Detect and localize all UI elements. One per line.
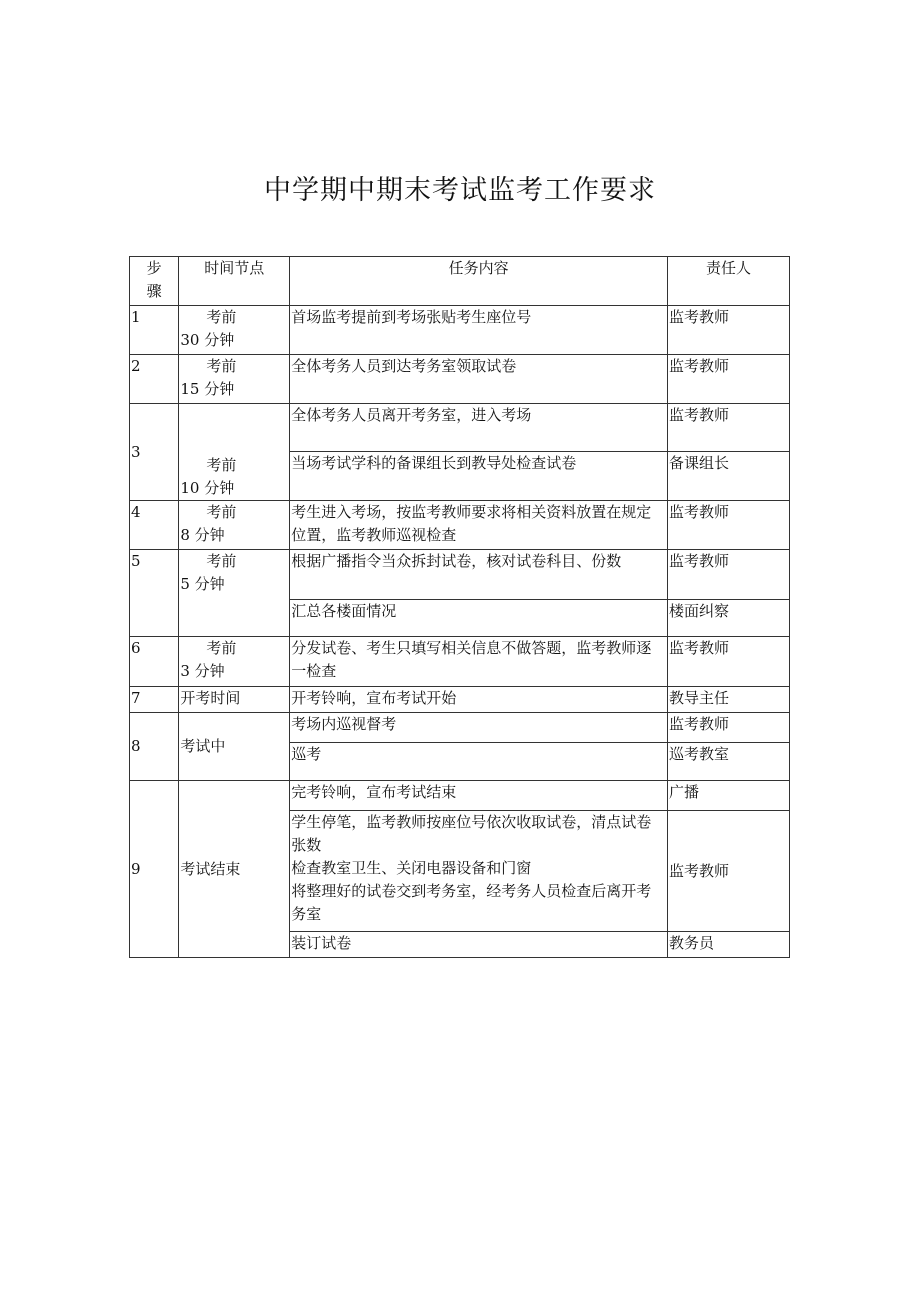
task-content: 全体考务人员离开考务室，进入考场 — [290, 404, 668, 452]
table-row — [130, 713, 790, 743]
responsible-person: 巡考教室 — [668, 743, 790, 781]
responsible-person: 监考教师 — [668, 355, 790, 404]
table-row — [130, 306, 790, 355]
table-row — [130, 637, 790, 687]
header-responsible: 责任人 — [668, 257, 790, 306]
task-content: 开考铃响，宣布考试开始 — [290, 687, 668, 713]
time-node: 考前 5 分钟 — [179, 550, 290, 637]
table-row — [130, 781, 790, 811]
responsible-person: 监考教师 — [668, 637, 790, 687]
task-content: 巡考 — [290, 743, 668, 781]
step-number: 2 — [130, 355, 179, 404]
task-content: 汇总各楼面情况 — [290, 600, 668, 637]
responsible-person: 监考教师 — [668, 501, 790, 550]
task-line: 检查教室卫生、关闭电器设备和门窗 — [291, 859, 532, 877]
time-node: 考前 30 分钟 — [179, 306, 290, 355]
step-number: 4 — [130, 501, 179, 550]
task-content: 全体考务人员到达考务室领取试卷 — [290, 355, 668, 404]
task-content: 当场考试学科的备课组长到教导处检查试卷 — [290, 452, 668, 501]
responsible-person: 教务员 — [668, 932, 790, 958]
responsible-person: 监考教师 — [668, 306, 790, 355]
task-content: 完考铃响，宣布考试结束 — [290, 781, 668, 811]
responsible-person: 教导主任 — [668, 687, 790, 713]
responsible-person: 备课组长 — [668, 452, 790, 501]
table-row — [130, 687, 790, 713]
task-content: 分发试卷、考生只填写相关信息不做答题，监考教师逐一检查 — [290, 637, 668, 687]
task-content: 装订试卷 — [290, 932, 668, 958]
responsible-person: 广播 — [668, 781, 790, 811]
time-node: 考前 8 分钟 — [179, 501, 290, 550]
exam-schedule-table — [129, 256, 790, 958]
table-row — [130, 404, 790, 452]
task-content: 根据广播指令当众拆封试卷，核对试卷科目、份数 — [290, 550, 668, 600]
table-row — [130, 550, 790, 600]
time-node: 考前 10 分钟 — [179, 404, 290, 501]
table-row — [130, 355, 790, 404]
responsible-person: 监考教师 — [668, 713, 790, 743]
responsible-person: 楼面纠察 — [668, 600, 790, 637]
time-node: 考前 15 分钟 — [179, 355, 290, 404]
step-number: 8 — [130, 713, 179, 781]
task-content: 考生进入考场，按监考教师要求将相关资料放置在规定位置，监考教师巡视检查 — [290, 501, 668, 550]
table-header-row — [130, 257, 790, 306]
task-line: 将整理好的试卷交到考务室，经考务人员检查后离开考务室 — [291, 882, 652, 923]
header-task: 任务内容 — [290, 257, 668, 306]
time-node: 考前 3 分钟 — [179, 637, 290, 687]
task-content: 首场监考提前到考场张贴考生座位号 — [290, 306, 668, 355]
task-content: 考场内巡视督考 — [290, 713, 668, 743]
task-line: 学生停笔，监考教师按座位号依次收取试卷，清点试卷张数 — [291, 813, 652, 854]
time-node: 考试中 — [179, 713, 290, 781]
header-step: 步 骤 — [130, 257, 179, 306]
step-number: 5 — [130, 550, 179, 637]
responsible-person: 监考教师 — [668, 404, 790, 452]
time-node: 考试结束 — [179, 781, 290, 958]
step-number: 6 — [130, 637, 179, 687]
step-number: 9 — [130, 781, 179, 958]
time-node: 开考时间 — [179, 687, 290, 713]
table-row — [130, 501, 790, 550]
step-number: 7 — [130, 687, 179, 713]
header-time: 时间节点 — [179, 257, 290, 306]
page-title: 中学期中期末考试监考工作要求 — [264, 175, 656, 206]
responsible-person: 监考教师 — [668, 811, 790, 932]
step-number: 3 — [130, 404, 179, 501]
responsible-person: 监考教师 — [668, 550, 790, 600]
step-number: 1 — [130, 306, 179, 355]
task-content — [290, 811, 668, 932]
